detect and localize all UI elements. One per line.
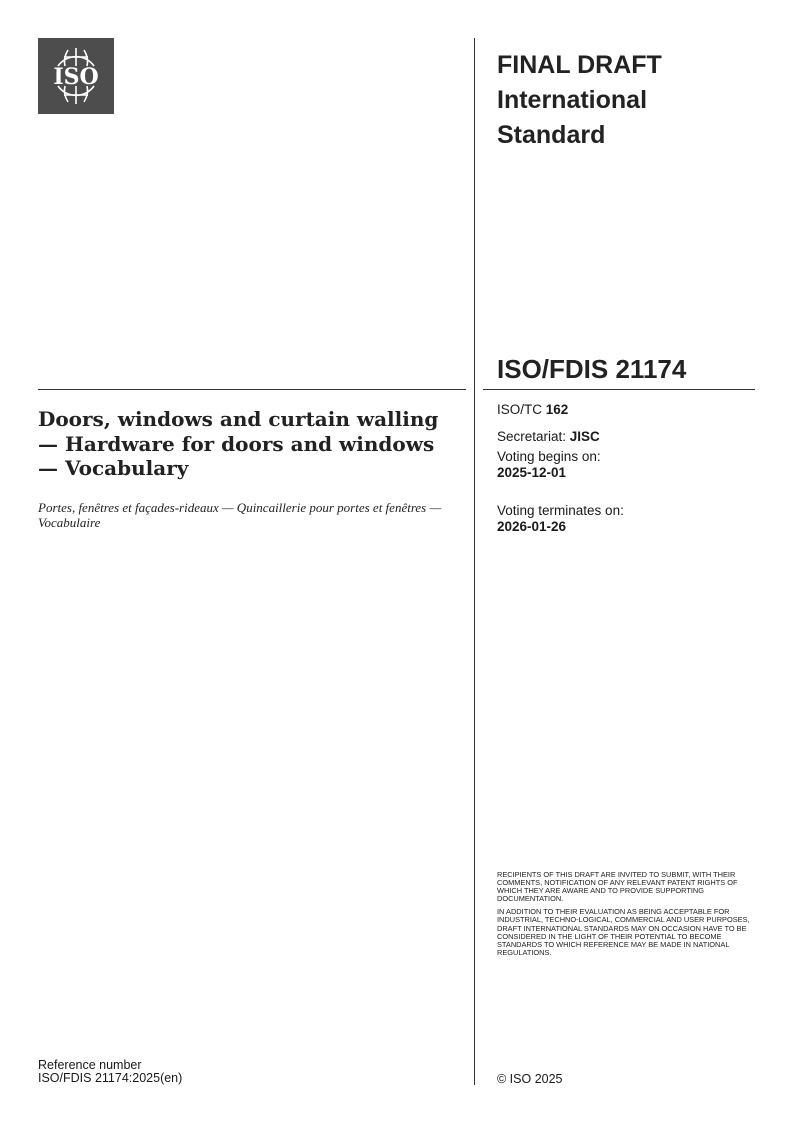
standard-label: Standard — [497, 121, 606, 149]
voting-begins-value: 2025-12-01 — [497, 465, 567, 480]
reference-value: ISO/FDIS 21174:2025(en) — [38, 1071, 183, 1085]
final-draft-label: FINAL DRAFT — [497, 51, 662, 79]
left-rule — [38, 389, 466, 390]
voting-ends-value: 2026-01-26 — [497, 519, 567, 534]
voting-ends-label: Voting terminates on: — [497, 503, 624, 518]
right-rule — [483, 389, 755, 390]
tc-value: 162 — [545, 402, 569, 417]
iso-logo — [38, 38, 114, 114]
notice-paragraph: IN ADDITION TO THEIR EVALUATION AS BEING ACCEPTABLE FOR INDUSTRIAL, TECHNO-LOGICAL, COMMERCIAL AND USER PURPOSES, DRAFT INTERNATIONAL STANDARDS MAY ON OCCASION HAVE TO BE CONSIDERED IN THE LIGHT OF THEIR POTENTIAL TO BECOME STANDARDS TO WHICH REFERENCE MAY BE MADE IN NATIONAL REGULATIONS. — [497, 907, 750, 957]
document-number: ISO/FDIS 21174 — [497, 354, 687, 384]
reference-number — [38, 1059, 182, 1085]
copyright: © ISO 2025 — [497, 1072, 563, 1086]
column-divider — [474, 38, 475, 1085]
voting-ends — [497, 503, 624, 535]
svg-text:ISO: ISO — [53, 64, 99, 90]
secretariat-label: Secretariat: — [497, 429, 567, 444]
voting-begins-label: Voting begins on: — [497, 449, 601, 464]
international-label: International — [497, 86, 648, 114]
draft-notice — [497, 871, 757, 962]
document-type — [497, 48, 662, 153]
voting-begins — [497, 449, 601, 481]
secretariat — [497, 429, 600, 445]
technical-committee — [497, 402, 568, 418]
document-title: Doors, windows and curtain walling — Hardware for doors and windows — Vocabulary — [38, 407, 439, 480]
secretariat-value: JISC — [569, 429, 600, 444]
reference-label: Reference number — [38, 1058, 142, 1072]
globe-icon — [38, 38, 114, 114]
document-title-french: Portes, fenêtres et façades-rideaux — Quincaillerie pour portes et fenêtres — Vocabulaire — [38, 500, 442, 530]
tc-label: ISO/TC — [497, 402, 543, 417]
notice-paragraph: RECIPIENTS OF THIS DRAFT ARE INVITED TO SUBMIT, WITH THEIR COMMENTS, NOTIFICATION OF ANY RELEVANT PATENT RIGHTS OF WHICH THEY ARE AWARE AND TO PROVIDE SUPPORTING DOCUMENTATION. — [497, 870, 738, 904]
